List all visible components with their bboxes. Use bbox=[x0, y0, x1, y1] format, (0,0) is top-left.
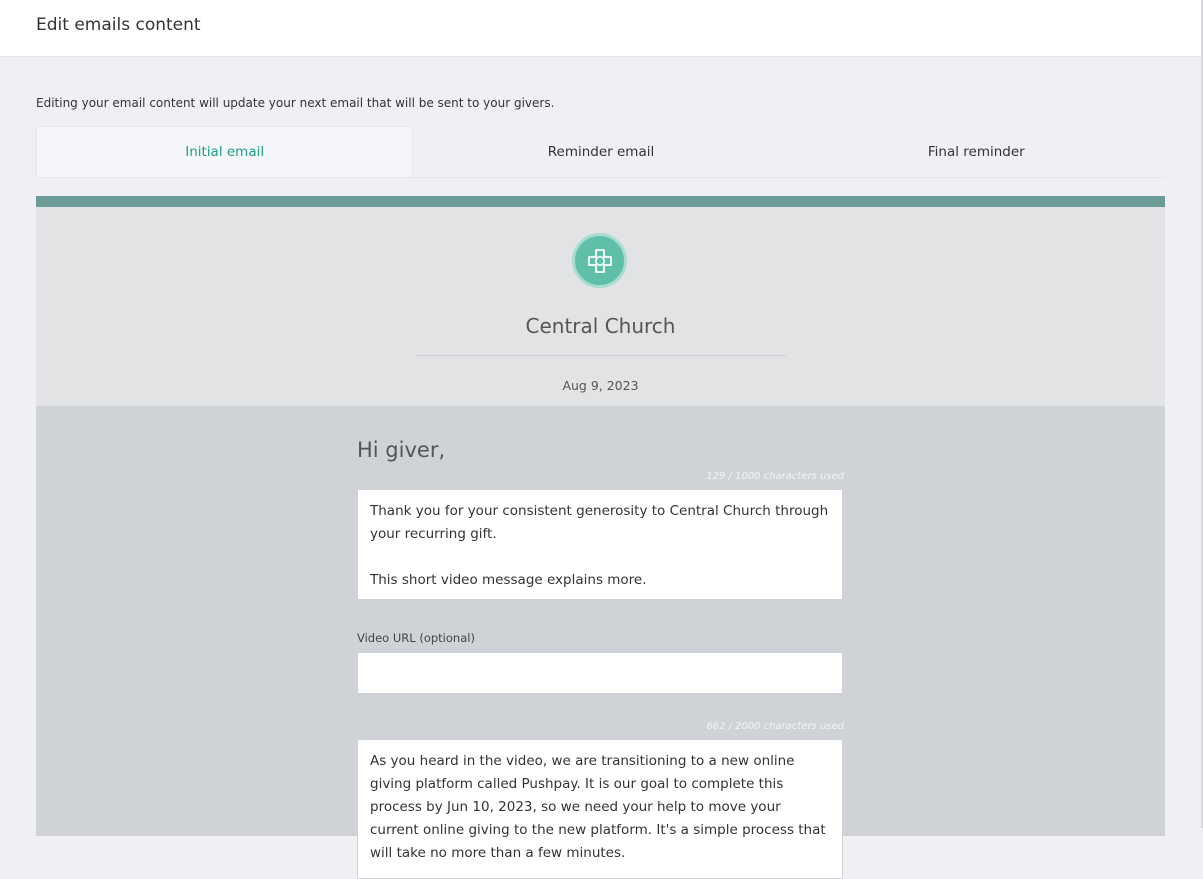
message-paragraph: This short video message explains more. bbox=[370, 572, 647, 588]
video-url-input[interactable] bbox=[357, 652, 843, 694]
top-bar bbox=[0, 0, 1201, 57]
message-char-counter: 129 / 1000 characters used bbox=[706, 471, 844, 482]
greeting: Hi giver, bbox=[357, 438, 446, 462]
tab-initial-email[interactable]: Initial email bbox=[36, 126, 413, 177]
message-textarea[interactable] bbox=[357, 489, 843, 600]
church-name: Central Church bbox=[525, 314, 676, 338]
message-paragraph: Thank you for your consistent generosity to Central Church through your recurring gift. bbox=[370, 503, 829, 542]
email-tabs bbox=[36, 126, 1164, 178]
tab-reminder-email[interactable]: Reminder email bbox=[547, 143, 655, 160]
tab-final-reminder[interactable]: Final reminder bbox=[927, 143, 1025, 160]
body-paragraph: As you heard in the video, we are transitioning to a new online giving platform called Pushpay. It is our goal to complete this process by Jun 10, 2023, so we need your help to move your current online giving to the new platform. It's a simple process that will take no more than a few minutes. bbox=[370, 753, 826, 861]
header-divider bbox=[416, 355, 786, 356]
email-header bbox=[36, 207, 1165, 406]
cross-logo-icon bbox=[572, 233, 627, 288]
intro-text: Editing your email content will update your next email that will be sent to your givers. bbox=[36, 96, 555, 110]
video-url-label: Video URL (optional) bbox=[357, 631, 475, 645]
page-title: Edit emails content bbox=[36, 15, 201, 35]
email-body bbox=[36, 406, 1165, 861]
email-date: Aug 9, 2023 bbox=[562, 378, 639, 393]
accent-bar bbox=[36, 196, 1165, 207]
body-char-counter: 662 / 2000 characters used bbox=[706, 721, 844, 732]
body-textarea[interactable] bbox=[357, 739, 843, 879]
email-preview bbox=[36, 196, 1165, 861]
